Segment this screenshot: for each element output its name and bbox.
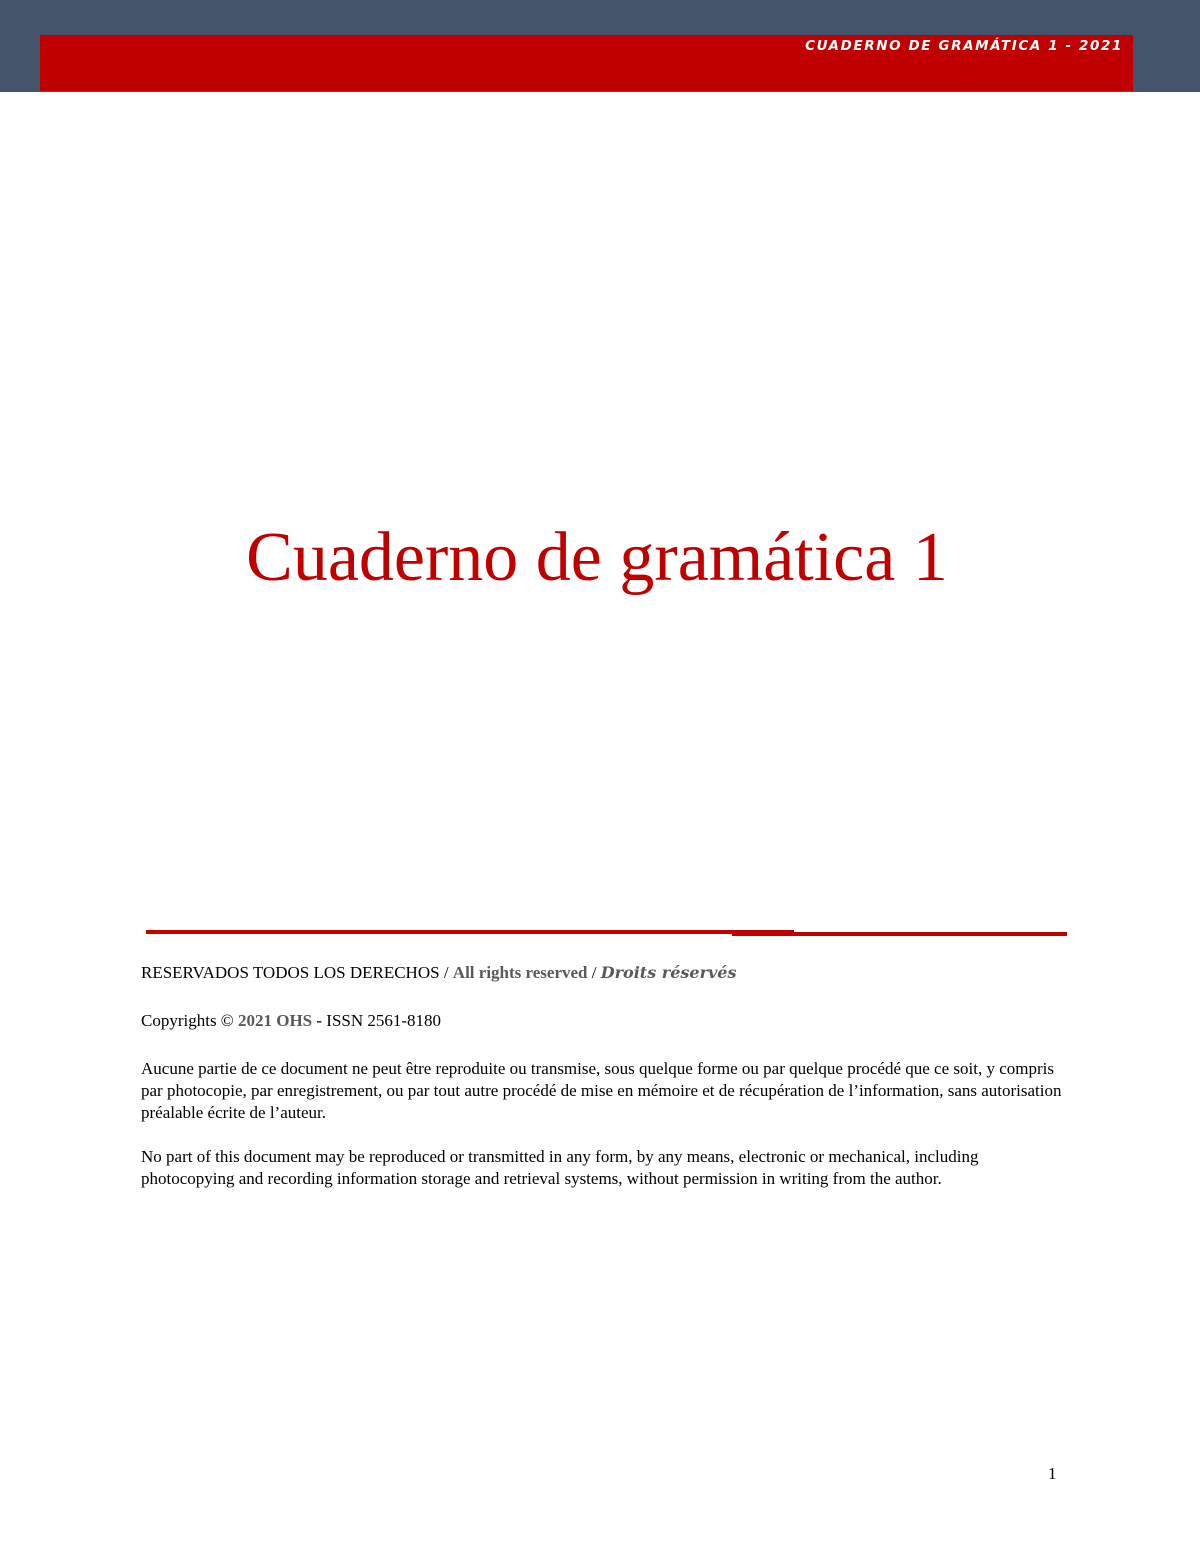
page-number: 1 bbox=[1048, 1464, 1057, 1483]
title-divider-end bbox=[732, 932, 1067, 936]
rights-fr: Droits réservés bbox=[600, 963, 737, 982]
copyright-line bbox=[141, 1010, 1071, 1032]
rights-line bbox=[141, 962, 1071, 984]
copyright-prefix: Copyrights © bbox=[141, 1011, 238, 1030]
notice-english: No part of this document may be reproduced or transmitted in any form, by any means, electronic or mechanical, including photocopying and recording information storage and retrieval systems, without permission in writing from the author. bbox=[141, 1147, 979, 1188]
document-title-text: Cuaderno de gramática 1 bbox=[246, 519, 948, 596]
notice-french: Aucune partie de ce document ne peut être reproduite ou transmise, sous quelque forme ou par quelque procédé que ce soit, y compris par photocopie, par enregistrement, ou par tout autre procédé de mise en mémoire et de récupération de l’information, sans autorisation préalable écrite de l’auteur. bbox=[141, 1059, 1062, 1122]
rights-separator: / bbox=[587, 963, 601, 982]
copyright-issn: - ISSN 2561-8180 bbox=[312, 1011, 442, 1030]
rights-es: RESERVADOS TODOS LOS DERECHOS bbox=[141, 963, 440, 982]
document-title bbox=[0, 516, 1200, 600]
rights-en: All rights reserved bbox=[452, 963, 588, 982]
header-band bbox=[40, 35, 1133, 91]
copyright-owner: 2021 OHS bbox=[237, 1011, 313, 1030]
running-header: CUADERNO DE GRAMÁTICA 1 - 2021 bbox=[805, 38, 1123, 54]
rights-separator: / bbox=[439, 963, 453, 982]
title-divider bbox=[146, 930, 794, 934]
rights-section bbox=[141, 962, 1071, 1190]
